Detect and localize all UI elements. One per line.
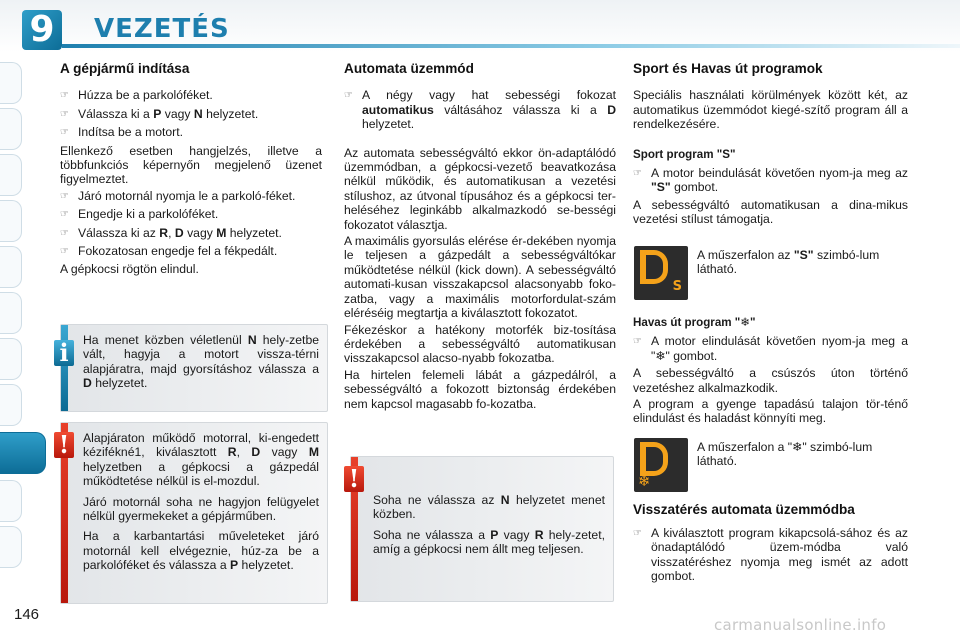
- section-title-return: Visszatérés automata üzemmódba: [633, 502, 855, 517]
- chapter-tab-5[interactable]: [0, 246, 22, 288]
- chapter-tab-7[interactable]: [0, 338, 22, 380]
- paragraph: Ellenkező esetben hangjelzés, illetve a többfunkciós képernyőn megjelenő üzenet figyelmeztet.: [60, 143, 322, 187]
- finger-icon: ☞: [60, 227, 69, 239]
- chapter-tab-9-active[interactable]: [0, 432, 46, 474]
- snow-display-icon: ❄: [634, 438, 688, 492]
- warning-icon: !: [54, 432, 74, 458]
- subsection-title-sport: Sport program "S": [633, 147, 736, 161]
- column-automatic-mode: [344, 62, 616, 413]
- warning-note-engine-running: Alapjáraton működő motorral, ki-engedett kézifékné1, kiválasztott R, D vagy M helyzetben a gépkocsi a gázpedál működtetése nélkül is el-mozdul. Járó motornál soha ne hagyjon felügyelet nélkül gyermekeket a gépjárműben. Ha a karbantartási műveleteket járó motornál kell elvégeznie, húz-za be a parkolóféket és válassza a P helyzetet.: [60, 422, 328, 604]
- list-item: ☞ Indítsa be a motort.: [60, 125, 184, 140]
- chapter-tab-11[interactable]: [0, 526, 22, 568]
- column-return-automatic: [633, 502, 908, 587]
- finger-icon: ☞: [60, 246, 69, 258]
- paragraph: A gépkocsi rögtön elindul.: [60, 262, 199, 277]
- sport-display-caption: A műszerfalon az "S" szimbó-lum látható.: [697, 248, 880, 277]
- list-item: ☞ A kiválasztott program kikapcsolá-sához és az önadaptálódó üzem-módba való visszatéréshez nyomja meg ismét az adott gombot.: [633, 526, 908, 584]
- chapter-tab-2[interactable]: [0, 108, 22, 150]
- finger-icon: ☞: [60, 209, 69, 221]
- paragraph: Fékezéskor a hatékony motorfék biz-tosítása érdekében a sebességváltó automatikusan visszakapcsol alacso-nyabb fokozatba.: [344, 322, 616, 366]
- finger-icon: ☞: [60, 190, 69, 202]
- warning-icon: !: [344, 466, 364, 492]
- chapter-tab-10[interactable]: [0, 480, 22, 522]
- subsection-title-snow: Havas út program "❄": [633, 316, 756, 329]
- info-note: Ha menet közben véletlenül N hely-zetbe vált, hagyja a motort vissza-térni alapjáratra, majd gyorsításhoz válassza a D helyzetet.: [60, 324, 328, 412]
- chapter-tab-6[interactable]: [0, 292, 22, 334]
- paragraph: Az automata sebességváltó ekkor ön-adaptálódó üzemmódban, a gépkocsi-vezető beavatkozása nélkül működik, és automatikusan a vezetési stílushoz, az útvonal típusához és a gépkocsi ter-heléséhez leginkább alkalmazkodó se-bességi fokozatot választja.: [344, 145, 616, 232]
- section-title-automatic: Automata üzemmód: [344, 61, 474, 76]
- chapter-tab-1[interactable]: [0, 62, 22, 104]
- list-item: ☞ Húzza be a parkolóféket.: [60, 88, 213, 103]
- list-item: ☞ Járó motornál nyomja le a parkoló-féket.: [60, 188, 296, 203]
- section-title-starting: A gépjármű indítása: [60, 61, 190, 76]
- warning-note-gear-selection: Soha ne válassza az N helyzetet menet közben. Soha ne válassza a P vagy R hely-zetet, amíg a gépkocsi nem állt meg teljesen.: [350, 456, 614, 602]
- list-item: ☞ Engedje ki a parkolóféket.: [60, 207, 219, 222]
- paragraph: Speciális használati körülmények között két, az automatikus üzemmódot kiegé-szítő program áll a rendelkezésére.: [633, 88, 908, 132]
- chapter-badge: 9: [22, 10, 62, 50]
- finger-icon: ☞: [633, 528, 642, 539]
- list-item: ☞ A négy vagy hat sebességi fokozat automatikus váltásához válassza ki a D helyzetet.: [344, 88, 616, 132]
- paragraph: A maximális gyorsulás elérése ér-dekében nyomja le teljesen a gázpedált a sebességváltókar működtetése nélkül (kick down). A sebességváltó automati-kusan visszakapcsol alacsonyabb foko-zatba, vagy a maximális motorfordulat-szám eléréséig megtartja a kiválasztott fokozatot.: [344, 234, 616, 321]
- finger-icon: ☞: [60, 108, 69, 120]
- chapter-tab-4[interactable]: [0, 200, 22, 242]
- column-starting: [60, 62, 322, 279]
- page-title: VEZETÉS: [94, 14, 230, 44]
- section-title-programs: Sport és Havas út programok: [633, 61, 823, 76]
- watermark: carmanualsonline.info: [714, 616, 887, 634]
- list-item: ☞ Fokozatosan engedje fel a fékpedált.: [60, 244, 278, 259]
- paragraph: Ha hirtelen felemeli lábát a gázpedálról, a sebességváltó a fokozott biztonság érdekében nem kapcsol magasabb fo-kozatba.: [344, 367, 616, 411]
- finger-icon: ☞: [633, 336, 642, 348]
- snow-display-caption: A műszerfalon a "❄" szimbó-lum látható.: [697, 440, 873, 469]
- sport-display-icon: S: [634, 246, 688, 300]
- finger-icon: ☞: [60, 90, 69, 102]
- chapter-tab-8[interactable]: [0, 384, 22, 426]
- list-item: ☞ A motor beindulását követően nyom-ja meg az "S" gombot.: [633, 166, 908, 195]
- paragraph: A sebességváltó a csúszós úton történő vezetéshez alkalmazkodik.: [633, 366, 908, 395]
- finger-icon: ☞: [60, 127, 69, 139]
- paragraph: A sebességváltó automatikusan a dina-mikus vezetési stílust támogatja.: [633, 197, 908, 227]
- list-item: ☞ Válassza ki az R, D vagy M helyzetet.: [60, 225, 282, 240]
- list-item: ☞ Válassza ki a P vagy N helyzetet.: [60, 106, 259, 121]
- chapter-tab-3[interactable]: [0, 154, 22, 196]
- info-icon: i: [54, 340, 74, 366]
- finger-icon: ☞: [344, 90, 353, 102]
- page-number: 146: [14, 606, 40, 623]
- paragraph: A program a gyenge tapadású talajon tör-ténő elindulást és haladást könnyíti meg.: [633, 397, 908, 426]
- column-snow-program: [633, 310, 908, 428]
- header-divider: [62, 44, 960, 48]
- finger-icon: ☞: [633, 168, 642, 180]
- column-sport-snow: [633, 62, 908, 229]
- list-item: ☞ A motor elindulását követően nyom-ja meg a "❄" gombot.: [633, 334, 908, 363]
